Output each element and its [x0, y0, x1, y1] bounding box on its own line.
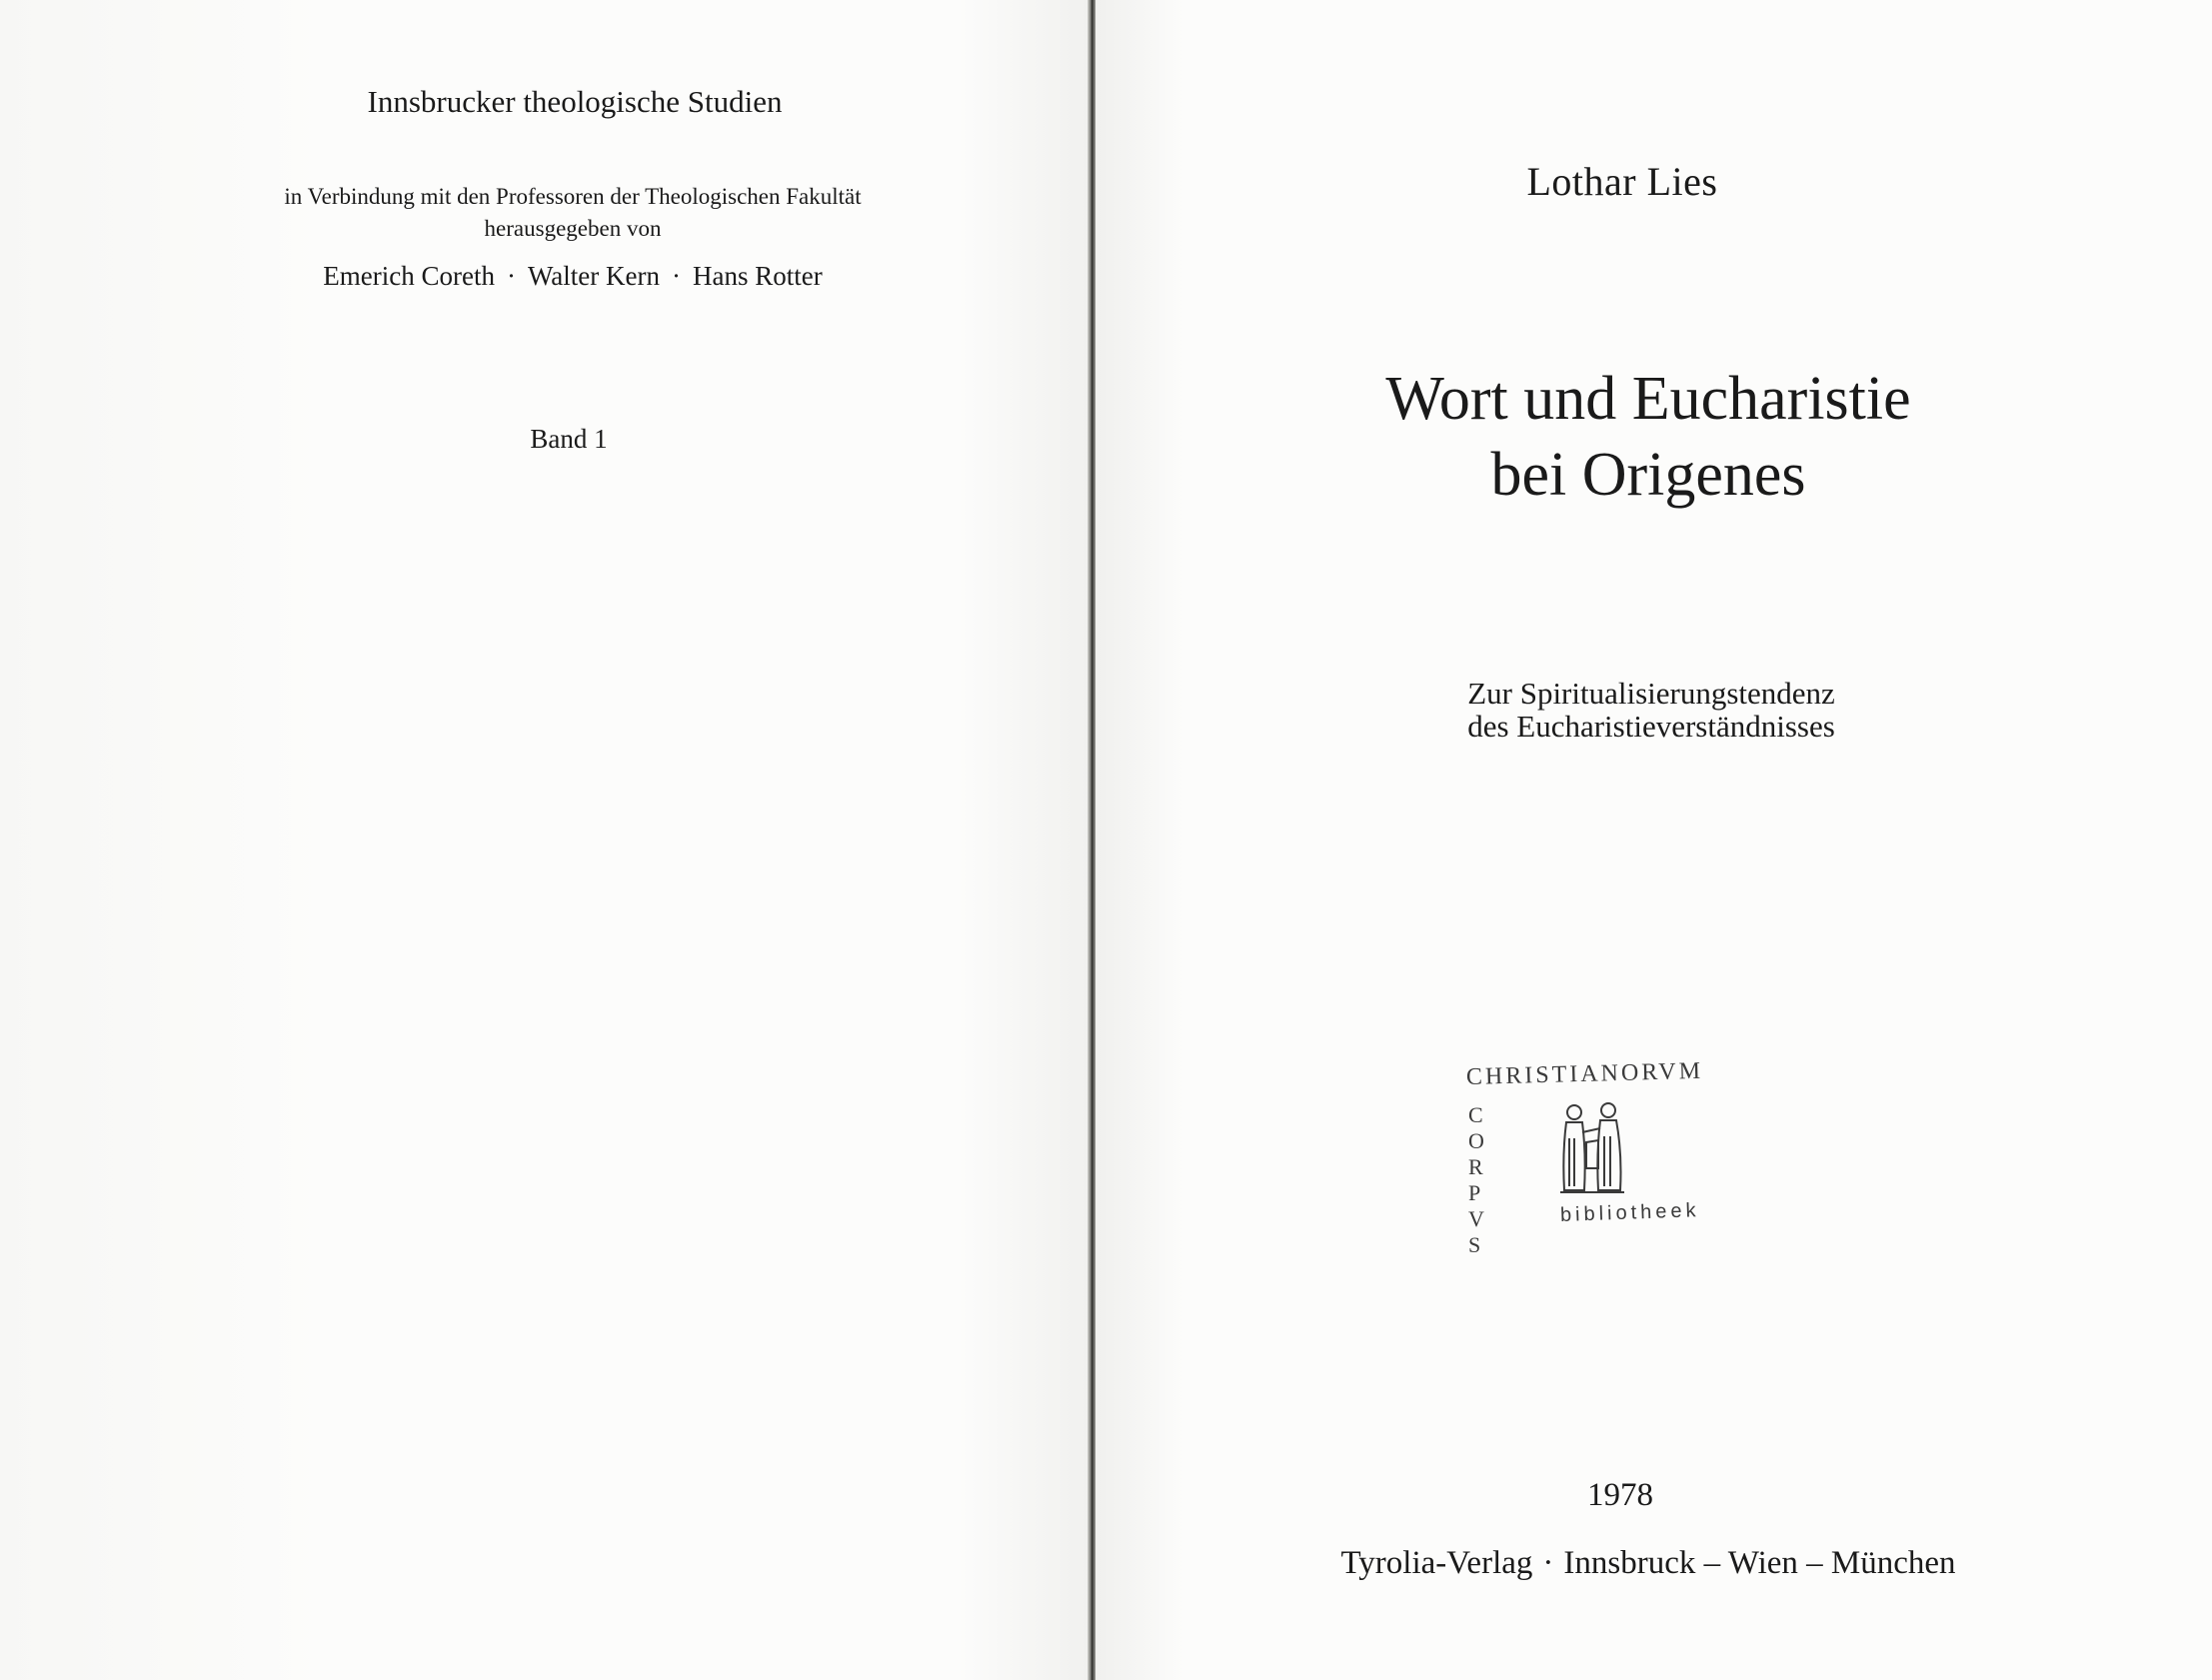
stamp-vertical-text: [1468, 1102, 1492, 1258]
stamp-bottom-text: bibliotheek: [1559, 1199, 1700, 1226]
publisher-places: Innsbruck – Wien – München: [1563, 1545, 1956, 1581]
editor-name: Hans Rotter: [692, 261, 823, 291]
stamp-letter: S: [1468, 1232, 1481, 1257]
publication-year: 1978: [1587, 1477, 1653, 1513]
book-gutter: [1088, 0, 1096, 1680]
stamp-figures-icon: [1552, 1098, 1632, 1198]
editor-separator: ·: [671, 261, 681, 291]
right-page: [1096, 0, 2212, 1680]
stamp-letter: V: [1468, 1206, 1484, 1231]
stamp-letter: C: [1468, 1102, 1483, 1127]
stamp-letter: R: [1468, 1154, 1483, 1179]
left-page: [0, 0, 1088, 1680]
editor-name: Emerich Coreth: [323, 261, 495, 291]
book-subtitle-line-2: des Eucharistieverständnisses: [1467, 709, 1835, 744]
book-title-line-1: Wort und Eucharistie: [1385, 365, 1911, 433]
book-subtitle-line-1: Zur Spiritualisierungstendenz: [1467, 676, 1835, 711]
publisher-separator: ·: [1542, 1545, 1554, 1581]
series-subtitle-line-1: in Verbindung mit den Professoren der Theologischen Fakultät: [284, 184, 862, 209]
series-title: Innsbrucker theologische Studien: [367, 84, 783, 119]
stamp-top-text: CHRISTIANORVM: [1465, 1057, 1704, 1090]
library-stamp: [1465, 1057, 1766, 1257]
publisher-name: Tyrolia-Verlag: [1340, 1545, 1533, 1581]
editors-line: [323, 261, 822, 292]
book-title-line-2: bei Origenes: [1490, 441, 1806, 509]
editor-separator: ·: [506, 261, 516, 291]
stamp-letter: O: [1468, 1128, 1484, 1153]
author-name: Lothar Lies: [1526, 159, 1718, 204]
stamp-letter: P: [1468, 1180, 1481, 1205]
publisher-line: [1340, 1545, 1955, 1582]
volume-number: Band 1: [530, 424, 608, 454]
editor-name: Walter Kern: [527, 261, 660, 291]
series-subtitle-line-2: herausgegeben von: [484, 216, 662, 241]
